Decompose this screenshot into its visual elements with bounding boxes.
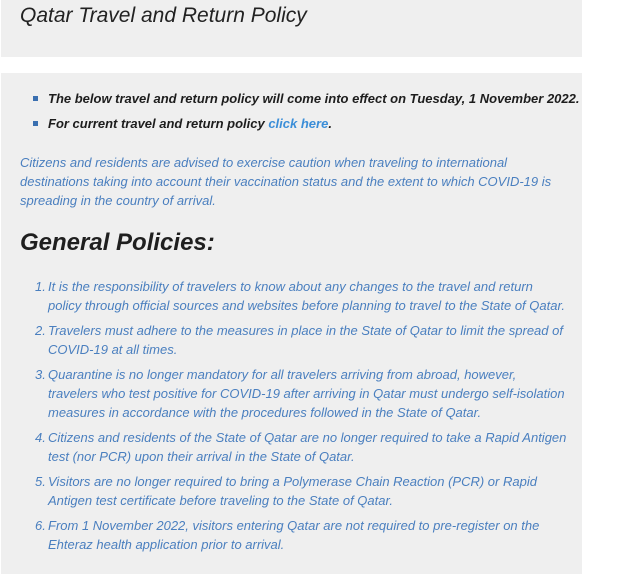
square-bullet-icon: [33, 121, 38, 126]
policy-number: 6.: [35, 518, 46, 533]
content-panel: [1, 73, 582, 574]
policy-item: [1, 516, 576, 554]
policy-text: It is the responsibility of travelers to know about any changes to the travel and return policy through official sources and websites before planning to travel to the State of Qatar.: [48, 279, 565, 313]
page-title: Qatar Travel and Return Policy: [20, 4, 307, 27]
square-bullet-icon: [33, 96, 38, 101]
policy-item: [1, 321, 576, 359]
notice-text: For current travel and return policy: [48, 116, 269, 131]
policy-list: [1, 277, 576, 560]
policy-number: 2.: [35, 323, 46, 338]
notice-item: [1, 114, 579, 139]
notice-item: [1, 89, 579, 114]
notice-suffix: .: [328, 116, 332, 131]
policy-number: 3.: [35, 367, 46, 382]
policy-text: Visitors are no longer required to bring a Polymerase Chain Reaction (PCR) or Rapid Antigen test certificate before traveling to the State of Qatar.: [48, 474, 537, 508]
policy-item: [1, 365, 576, 422]
title-panel: [1, 0, 582, 57]
click-here-link[interactable]: click here: [268, 116, 329, 131]
intro-paragraph: Citizens and residents are advised to exercise caution when traveling to international destinations taking into account their vaccination status and the extent to which COVID-19 is spreading in the country of arrival.: [20, 155, 552, 208]
policy-text: Quarantine is no longer mandatory for all travelers arriving from abroad, however, travelers who test positive for COVID-19 after arriving in Qatar must undergo self-isolation measures in accordance with the procedures followed in the State of Qatar.: [48, 367, 565, 420]
policy-text: From 1 November 2022, visitors entering Qatar are not required to pre-register on the Ehteraz health application prior to arrival.: [48, 518, 540, 552]
policy-number: 1.: [35, 279, 46, 294]
policy-item: [1, 428, 576, 466]
policy-item: [1, 472, 576, 510]
general-policies-heading: General Policies:: [20, 229, 215, 256]
policy-text: Travelers must adhere to the measures in place in the State of Qatar to limit the spread of COVID-19 at all times.: [48, 323, 563, 357]
policy-number: 4.: [35, 430, 46, 445]
policy-item: [1, 277, 576, 315]
notice-text: The below travel and return policy will come into effect on Tuesday, 1 November 2022.: [48, 91, 580, 106]
policy-text: Citizens and residents of the State of Qatar are no longer required to take a Rapid Antigen test (nor PCR) upon their arrival in the State of Qatar.: [48, 430, 567, 464]
notice-list: [1, 89, 579, 139]
policy-number: 5.: [35, 474, 46, 489]
